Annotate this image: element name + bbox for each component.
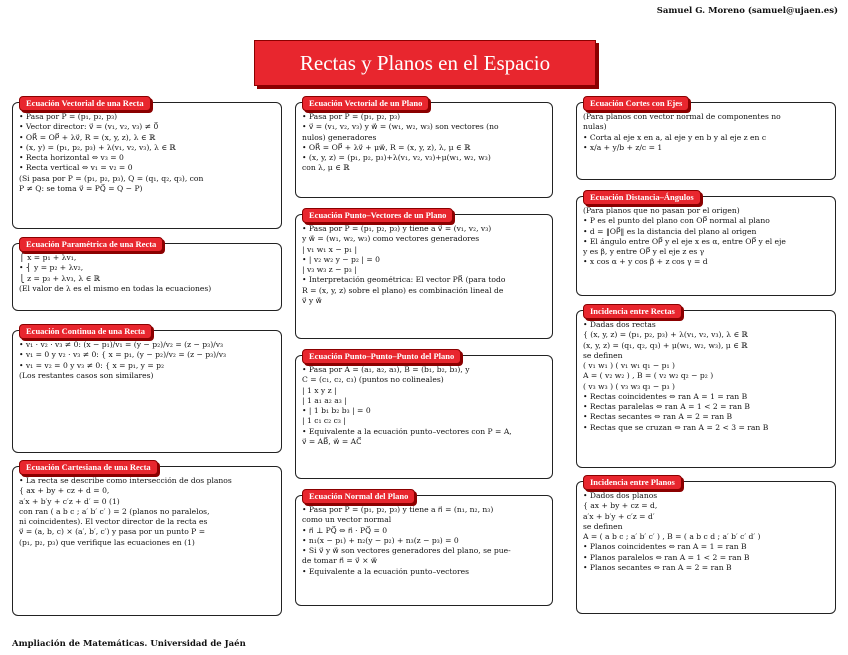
formula-line: (x, y, z) = (q₁, q₂, q₃) + μ(w₁, w₂, w₃), μ ∈ ℝ: [583, 340, 748, 350]
box-title: Incidencia entre Rectas: [583, 304, 682, 319]
box-continua-recta: [12, 326, 282, 453]
box-body: [583, 491, 829, 573]
box-title: Ecuación Paramétrica de una Recta: [19, 237, 163, 252]
box-vectorial-plano: [295, 98, 553, 198]
formula-line: | 1 a₁ a₂ a₃ |: [302, 395, 347, 405]
formula-line: • Rectas paralelas ⇔ ran A = 1 < 2 = ran B: [583, 402, 750, 411]
box-cortes-ejes: [576, 98, 836, 180]
formula-line: se definen: [583, 350, 623, 360]
box-body: [19, 253, 275, 294]
box-body: [583, 206, 829, 268]
formula-line: ( v₁ w₁ ) ( v₁ w₁ q₁ − p₁ ): [583, 361, 675, 370]
formula-line: R = (x, y, z) sobre el plano) es combinación lineal de: [302, 285, 504, 295]
formula-line: como un vector normal: [302, 515, 392, 525]
formula-line: • Dadas dos rectas: [583, 320, 656, 329]
box-incidencia-planos: [576, 477, 836, 614]
formula-line: • Pasa por A = (a₁, a₂, a₃), B = (b₁, b₂, b₃), y: [302, 365, 470, 374]
box-title: Ecuación Vectorial de una Recta: [19, 96, 151, 111]
formula-line: v⃗ = AB⃗, w⃗ = AC⃗: [302, 436, 362, 446]
formula-line: A = ( v₂ w₂ ) , B = ( v₂ w₂ q₂ − p₂ ): [583, 371, 714, 381]
box-title: Ecuación Distancia–Ángulos: [583, 190, 701, 205]
formula-line: • n₁(x − p₁) + n₂(y − p₂) + n₃(z − p₃) = 0: [302, 535, 459, 545]
formula-line: • Corta al eje x en a, al eje y en b y al eje z en c: [583, 132, 767, 142]
box-title: Ecuación Normal del Plano: [302, 489, 415, 504]
box-incidencia-rectas: [576, 306, 836, 468]
formula-line: • Pasa por P = (p₁, p₂, p₃) y tiene a v⃗ = (v₁, v₂, v₃): [302, 224, 492, 233]
formula-line: • Pasa por P = (p₁, p₂, p₃) y tiene a n⃗ = (n₁, n₂, n₃): [302, 505, 494, 514]
formula-line: • OR⃗ = OP⃗ + λv⃗ + μw⃗, R = (x, y, z), λ, μ ∈ ℝ: [302, 142, 471, 152]
box-vectorial-recta: [12, 98, 282, 229]
formula-line: • v₁ · v₂ · v₃ ≠ 0: (x − p₁)/v₁ = (y − p₂)/v₂ = (z − p₃)/v₃: [19, 340, 224, 349]
formula-line: A = ( a b c ; a′ b′ c′ ) , B = ( a b c d ; a′ b′ c′ d′ ): [583, 532, 761, 541]
box-body: [302, 505, 546, 577]
formula-line: { ax + by + cz = d,: [583, 501, 658, 511]
page-title: Rectas y Planos en el Espacio: [254, 40, 596, 86]
formula-line: (Para planos que no pasan por el origen): [583, 206, 740, 215]
formula-line: • ⎨ y = p₂ + λv₂,: [19, 263, 84, 273]
formula-line: { ax + by + cz + d = 0,: [19, 486, 110, 496]
formula-line: • El ángulo entre OP⃗ y el eje x es α, entre OP⃗ y el eje: [583, 236, 786, 246]
formula-line: • Si v⃗ y w⃗ son vectores generadores del plano, se pue-: [302, 546, 511, 555]
formula-line: (p₁, p₂, p₃) que verifique las ecuaciones en (1): [19, 537, 195, 547]
formula-line: • (x, y) = (p₁, p₂, p₃) + λ(v₁, v₂, v₃), λ ∈ ℝ: [19, 142, 176, 152]
box-punto-vectores-plano: [295, 210, 553, 339]
box-body: [302, 224, 546, 306]
formula-line: • P es el punto del plano con OP⃗ normal al plano: [583, 216, 770, 226]
formula-line: • d = ‖OP⃗‖ es la distancia del plano al origen: [583, 226, 757, 236]
formula-line: • Pasa por P = (p₁, p₂, p₃): [19, 112, 118, 121]
formula-line: • Interpretación geométrica: El vector PR⃗ (para todo: [302, 275, 506, 285]
formula-line: | 1 c₁ c₂ c₃ |: [302, 416, 346, 426]
footer: Ampliación de Matemáticas. Universidad de Jaén: [12, 639, 246, 649]
formula-line: • Planos paralelos ⇔ ran A = 1 < 2 = ran B: [583, 552, 750, 562]
box-parametrica-recta: [12, 239, 282, 311]
formula-line: • Equivalente a la ecuación punto–vectores con P = A,: [302, 426, 512, 436]
formula-line: • Planos coincidentes ⇔ ran A = 1 = ran B: [583, 542, 747, 552]
formula-line: | 1 x y z |: [302, 385, 337, 395]
formula-line: • v₁ = 0 y v₂ · v₃ ≠ 0: { x = p₁, (y − p₂)/v₂ = (z − p₃)/v₃: [19, 350, 227, 360]
formula-line: a′x + b′y + c′z = d′: [583, 511, 655, 521]
formula-line: • (x, y, z) = (p₁, p₂, p₃)+λ(v₁, v₂, v₃)+μ(w₁, w₂, w₃): [302, 153, 491, 162]
box-punto-punto-punto-plano: [295, 351, 553, 479]
formula-line: P ≠ Q: se toma v⃗ = PQ⃗ = Q − P): [19, 183, 143, 193]
formula-line: ( v₃ w₃ ) ( v₃ w₃ q₃ − p₃ ): [583, 381, 675, 391]
formula-line: con λ, μ ∈ ℝ: [302, 163, 350, 173]
formula-line: C = (c₁, c₂, c₃) (puntos no colineales): [302, 375, 444, 385]
formula-line: v⃗ = (a, b, c) × (a′, b′, c′) y pasa por un punto P =: [19, 527, 206, 537]
box-body: [19, 476, 275, 548]
formula-line: de tomar n⃗ = v⃗ × w⃗: [302, 556, 378, 566]
box-title: Ecuación Cartesiana de una Recta: [19, 460, 158, 475]
formula-line: ⎩ z = p₃ + λv₃, λ ∈ ℝ: [19, 273, 100, 283]
formula-line: • Vector director: v⃗ = (v₁, v₂, v₃) ≠ 0⃗: [19, 122, 159, 132]
box-body: [302, 365, 546, 447]
box-body: [19, 340, 275, 381]
formula-line: | v₃ w₃ z − p₃ |: [302, 265, 357, 274]
box-title: Ecuación Punto–Vectores de un Plano: [302, 208, 453, 223]
formula-line: ⎧ x = p₁ + λv₁,: [19, 253, 77, 262]
formula-line: nulas): [583, 122, 607, 132]
box-title: Ecuación Vectorial de un Plano: [302, 96, 429, 111]
formula-line: • Rectas coincidentes ⇔ ran A = 1 = ran B: [583, 391, 748, 401]
box-distancia-angulos: [576, 192, 836, 296]
formula-line: (El valor de λ es el mismo en todas la ecuaciones): [19, 283, 212, 293]
box-title: Ecuación Cortes con Ejes: [583, 96, 689, 111]
author-header: Samuel G. Moreno (samuel@ujaen.es): [656, 6, 838, 16]
box-body: [302, 112, 546, 174]
formula-line: (Para planos con vector normal de componentes no: [583, 112, 781, 121]
box-body: [583, 320, 829, 433]
formula-line: • La recta se describe como intersección de dos planos: [19, 476, 232, 485]
formula-line: • Dados dos planos: [583, 491, 658, 500]
formula-line: • Pasa por P = (p₁, p₂, p₃): [302, 112, 401, 121]
formula-line: • Recta vertical ⇔ v₁ = v₂ = 0: [19, 163, 133, 173]
formula-line: { (x, y, z) = (p₁, p₂, p₃) + λ(v₁, v₂, v₃), λ ∈ ℝ: [583, 330, 748, 340]
formula-line: nulos) generadores: [302, 132, 377, 142]
box-title: Incidencia entre Planos: [583, 475, 682, 490]
formula-line: • Recta horizontal ⇔ v₃ = 0: [19, 153, 124, 162]
box-body: [583, 112, 829, 153]
formula-line: a′x + b′y + c′z + d′ = 0 (1): [19, 496, 120, 506]
box-title: Ecuación Punto–Punto–Punto del Plano: [302, 349, 461, 364]
formula-line: v⃗ y w⃗: [302, 295, 322, 305]
formula-line: • Rectas que se cruzan ⇔ ran A = 2 < 3 = ran B: [583, 422, 769, 432]
formula-line: con ran ( a b c ; a′ b′ c′ ) = 2 (planos no paralelos,: [19, 506, 210, 516]
formula-line: | v₁ w₁ x − p₁ |: [302, 244, 358, 254]
formula-line: • x/a + y/b + z/c = 1: [583, 142, 663, 152]
formula-line: (Si pasa por P = (p₁, p₂, p₃), Q = (q₁, q₂, q₃), con: [19, 173, 204, 183]
formula-line: • OR⃗ = OP⃗ + λv⃗, R = (x, y, z), λ ∈ ℝ: [19, 132, 156, 142]
formula-line: • Planos secantes ⇔ ran A = 2 = ran B: [583, 562, 732, 572]
formula-line: • n⃗ ⊥ PQ⃗ ⇔ n⃗ · PQ⃗ = 0: [302, 525, 388, 535]
box-body: [19, 112, 275, 194]
formula-line: • Equivalente a la ecuación punto–vectores: [302, 566, 469, 576]
formula-line: • | v₂ w₂ y − p₂ | = 0: [302, 254, 380, 264]
formula-line: • v⃗ = (v₁, v₂, v₃) y w⃗ = (w₁, w₂, w₃) son vectores (no: [302, 122, 499, 132]
formula-line: • Rectas secantes ⇔ ran A = 2 = ran B: [583, 412, 733, 422]
formula-line: y es β, y entre OP⃗ y el eje z es γ: [583, 247, 705, 256]
formula-line: se definen: [583, 521, 623, 531]
box-title: Ecuación Continua de una Recta: [19, 324, 152, 339]
formula-line: y w⃗ = (w₁, w₂, w₃) como vectores generadores: [302, 234, 480, 244]
box-normal-plano: [295, 491, 553, 606]
formula-line: (Los restantes casos son similares): [19, 370, 154, 380]
formula-line: ni coincidentes). El vector director de la recta es: [19, 517, 208, 526]
formula-line: • v₁ = v₂ = 0 y v₃ ≠ 0: { x = p₁, y = p₂: [19, 360, 165, 370]
box-cartesiana-recta: [12, 462, 282, 616]
formula-line: • | 1 b₁ b₂ b₃ | = 0: [302, 406, 371, 415]
formula-line: • x cos α + y cos β + z cos γ = d: [583, 257, 708, 267]
